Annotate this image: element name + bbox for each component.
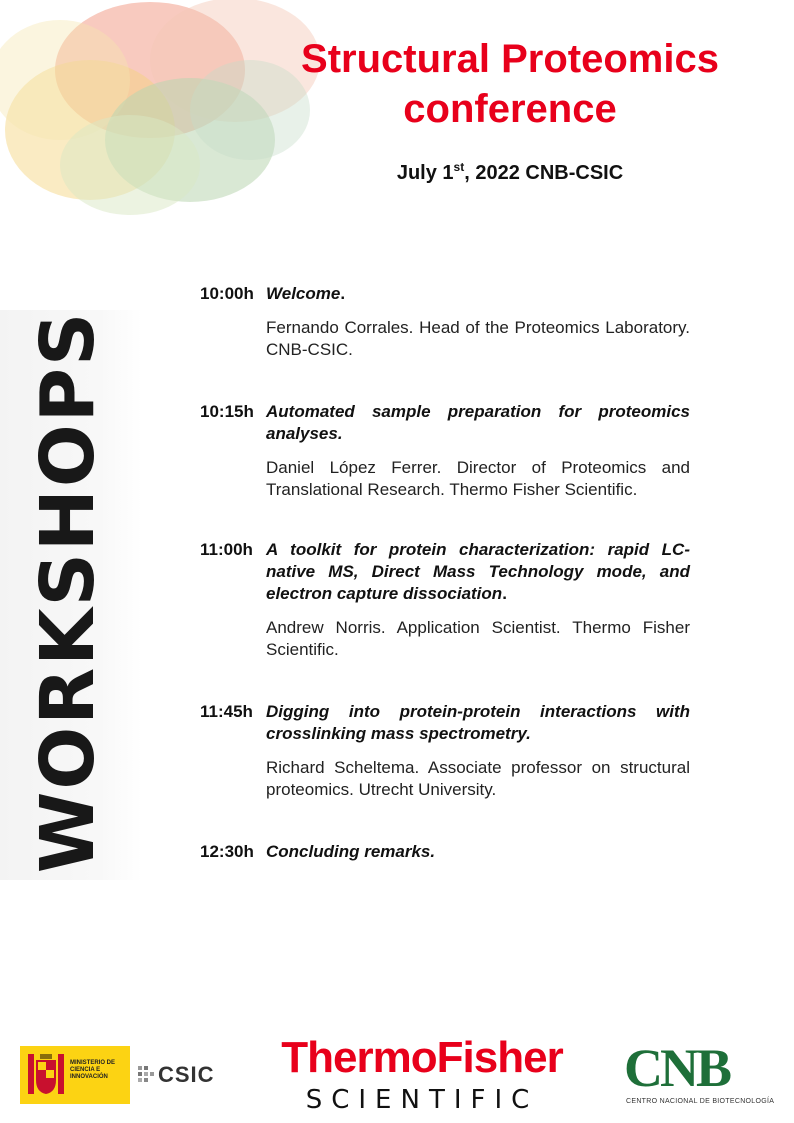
sponsor-logos <box>0 1030 794 1120</box>
agenda-speaker: Daniel López Ferrer. Director of Proteomics and Translational Research. Thermo Fisher Scientific. <box>266 458 690 499</box>
conference-title <box>236 34 784 134</box>
agenda-talk-title <box>266 841 690 863</box>
scientific-wordmark: SCIENTIFIC <box>305 1085 539 1115</box>
agenda-speaker: Richard Scheltema. Associate professor on structural proteomics. Utrecht University. <box>266 758 690 799</box>
csic-mark-icon <box>138 1066 154 1086</box>
cnb-full-name: CENTRO NACIONAL DE BIOTECNOLOGÍA <box>626 1098 775 1105</box>
agenda-time: 10:00h <box>200 284 254 303</box>
coat-of-arms-icon <box>26 1052 66 1098</box>
agenda-time: 11:45h <box>200 702 253 721</box>
agenda-time: 12:30h <box>200 842 254 861</box>
thermo-fisher-logo <box>262 1033 582 1116</box>
agenda-item <box>200 401 690 539</box>
agenda-item <box>200 283 690 401</box>
agenda-talk-title <box>266 401 690 445</box>
cnb-logo <box>622 1038 775 1120</box>
agenda-item <box>200 841 690 863</box>
agenda-talk-title <box>266 283 690 305</box>
date-suffix: , 2022 CNB-CSIC <box>464 162 624 184</box>
agenda-time: 11:00h <box>200 540 253 559</box>
date-prefix: July 1 <box>396 162 454 184</box>
cnb-wordmark: CNB <box>624 1038 730 1098</box>
ministry-name: MINISTERIO DE CIENCIA E INNOVACIÓN <box>70 1060 116 1080</box>
agenda-item <box>200 539 690 701</box>
talk-title-end: . <box>340 284 346 303</box>
agenda-talk-title <box>266 701 690 745</box>
talk-title-text: Automated sample preparation for proteomics analyses. <box>266 402 690 443</box>
agenda-talk-title <box>266 539 690 605</box>
agenda-speaker: Fernando Corrales. Head of the Proteomics Laboratory. CNB-CSIC. <box>266 318 690 359</box>
talk-title-end: . <box>502 584 507 603</box>
talk-title-text: A toolkit for protein characterization: rapid LC-native MS, Direct Mass Technology mode, and electron capture dissociation <box>266 540 690 603</box>
conference-date <box>236 160 784 185</box>
csic-wordmark: CSIC <box>158 1062 215 1087</box>
title-line-1: Structural Proteomics <box>301 37 719 81</box>
title-line-2: conference <box>403 87 617 131</box>
agenda <box>200 283 690 863</box>
ministry-logo <box>20 1046 130 1104</box>
agenda-time: 10:15h <box>200 402 254 421</box>
agenda-item <box>200 701 690 841</box>
talk-title-text: Digging into protein-protein interactions with crosslinking mass spectrometry. <box>266 702 690 743</box>
date-ordinal: st <box>453 160 465 174</box>
talk-title-text: Concluding remarks. <box>266 842 436 861</box>
side-banner-text: WORKSHOPS <box>25 310 111 874</box>
talk-title-text: Welcome <box>266 284 341 303</box>
thermo-fisher-wordmark: ThermoFisher <box>281 1033 563 1082</box>
agenda-speaker: Andrew Norris. Application Scientist. Thermo Fisher Scientific. <box>266 618 690 659</box>
